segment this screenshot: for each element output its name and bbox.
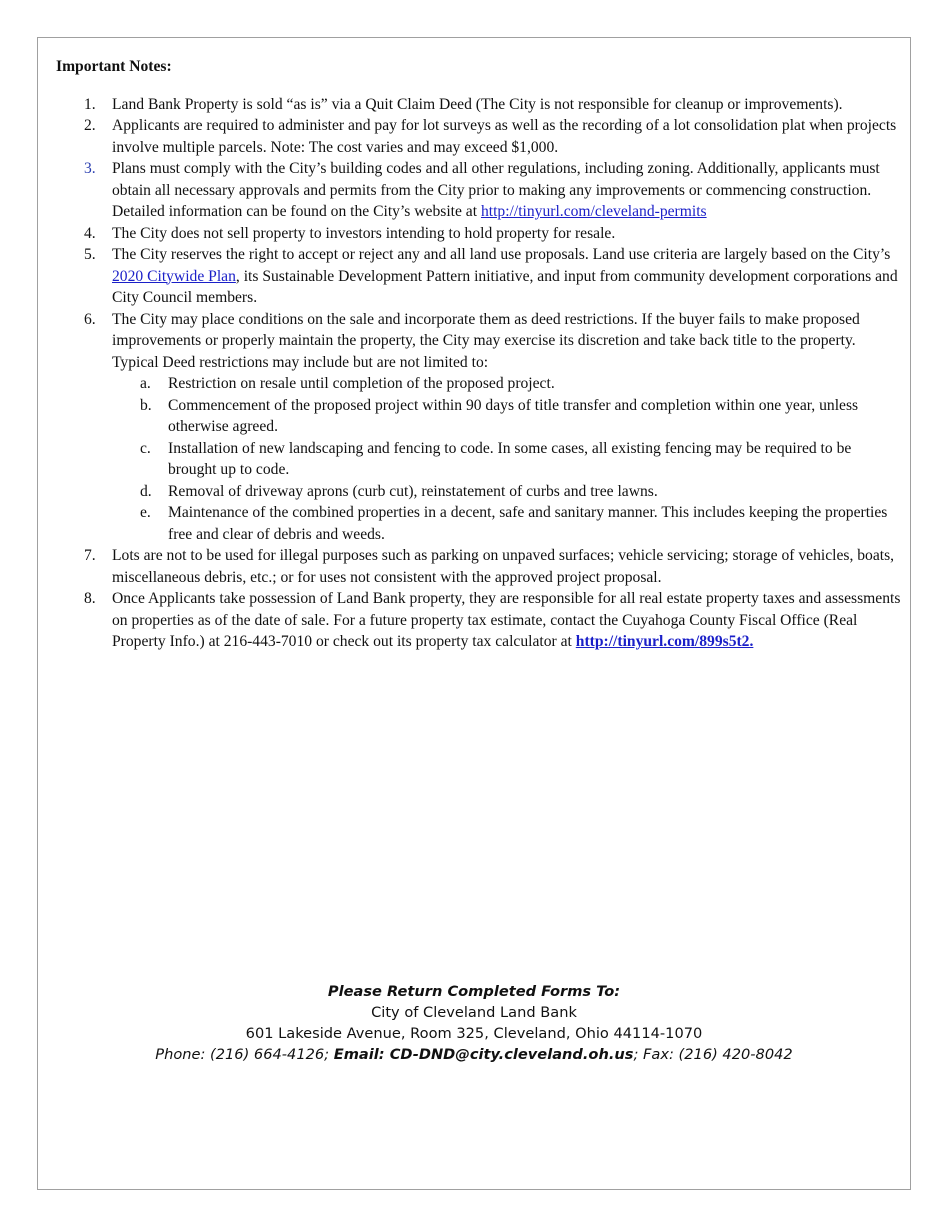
item-number: 2. (84, 117, 96, 134)
note-item (56, 158, 901, 223)
return-address-footer (37, 981, 911, 1065)
item-number: 8. (84, 590, 96, 607)
sub-letter: b. (140, 396, 152, 414)
sub-item (112, 395, 901, 438)
footer-fax: ; Fax: (216) 420-8042 (633, 1046, 793, 1063)
footer-address: 601 Lakeside Avenue, Room 325, Cleveland, Ohio 44114-1070 (245, 1025, 703, 1042)
sub-text: Commencement of the proposed project within 90 days of title transfer and completion within one year, unless otherwise agreed. (168, 396, 859, 435)
notes-heading: Important Notes: (56, 58, 172, 75)
footer-org: City of Cleveland Land Bank (371, 1004, 577, 1021)
item-text: Land Bank Property is sold “as is” via a Quit Claim Deed (The City is not responsible for cleanup or improvements). (112, 95, 843, 113)
citywide-plan-link[interactable]: 2020 Citywide Plan (112, 267, 236, 285)
sub-letter: c. (140, 439, 151, 457)
deed-restrictions-list (112, 373, 901, 545)
item-text: , its Sustainable Development Pattern initiative, and input from community development corporations and City Council members. (112, 267, 898, 306)
sub-text: Installation of new landscaping and fencing to code. In some cases, all existing fencing may be required to be brought up to code. (168, 439, 852, 478)
item-text: Once Applicants take possession of Land Bank property, they are responsible for all real estate property taxes and assessments on properties as of the date of sale. For a future property tax estimate, contact the Cuyahoga County Fiscal Office (Real Property Info.) at 216-443-7010 or check out its property tax calculator at (112, 590, 901, 650)
sub-text: Restriction on resale until completion of the proposed project. (168, 375, 555, 392)
item-number: 7. (84, 547, 96, 564)
footer-email[interactable]: Email: CD-DND@city.cleveland.oh.us (333, 1046, 634, 1063)
item-text: The City may place conditions on the sale and incorporate them as deed restrictions. If the buyer fails to make proposed improvements or properly maintain the property, the City may exercise its discretion and take back title to the property. Typical Deed restrictions may include but are not limited to: (112, 310, 860, 371)
sub-letter: a. (140, 375, 151, 392)
sub-letter: e. (140, 504, 151, 521)
important-notes-section (56, 56, 901, 653)
sub-text: Removal of driveway aprons (curb cut), reinstatement of curbs and tree lawns. (168, 482, 658, 500)
sub-item (112, 373, 901, 395)
note-item (56, 244, 901, 309)
sub-item (112, 502, 901, 545)
item-number: 4. (84, 224, 96, 242)
note-item (56, 223, 901, 245)
note-item (56, 588, 901, 653)
sub-text: Maintenance of the combined properties in a decent, safe and sanitary manner. This includes keeping the properties free and clear of debris and weeds. (168, 504, 888, 543)
item-text: Lots are not to be used for illegal purposes such as parking on unpaved surfaces; vehicle servicing; storage of vehicles, boats, miscellaneous debris, etc.; or for uses not consistent with the approved project proposal. (112, 547, 895, 586)
item-number: 6. (84, 310, 96, 328)
item-number: 1. (84, 95, 96, 113)
permits-link[interactable]: http://tinyurl.com/cleveland-permits (480, 203, 707, 220)
item-number: 5. (84, 246, 96, 263)
item-text: Applicants are required to administer and pay for lot surveys as well as the recording of a lot consolidation plat when projects involve multiple parcels. Note: The cost varies and may exceed $1,000. (112, 117, 897, 156)
notes-list (56, 94, 901, 653)
footer-contact (37, 1044, 911, 1065)
item-text: The City reserves the right to accept or reject any and all land use proposals. Land use criteria are largely based on the City’s (112, 246, 891, 263)
item-number: 3. (84, 160, 96, 177)
sub-item (112, 438, 901, 481)
note-item (56, 309, 901, 546)
note-item (56, 545, 901, 588)
item-text: Plans must comply with the City’s building codes and all other regulations, including zoning. Additionally, applicants must obtain all necessary approvals and permits from the City prior to making any improvements or commencing construction. Detailed information can be found on the City’s website at (112, 160, 880, 220)
note-item (56, 94, 901, 116)
tax-calculator-link[interactable]: http://tinyurl.com/899s5t2. (575, 633, 754, 650)
sub-letter: d. (140, 482, 152, 500)
item-text: The City does not sell property to investors intending to hold property for resale. (112, 224, 616, 242)
sub-item (112, 481, 901, 503)
note-item (56, 115, 901, 158)
footer-title: Please Return Completed Forms To: (327, 983, 621, 1000)
footer-phone: Phone: (216) 664-4126; (155, 1046, 334, 1063)
